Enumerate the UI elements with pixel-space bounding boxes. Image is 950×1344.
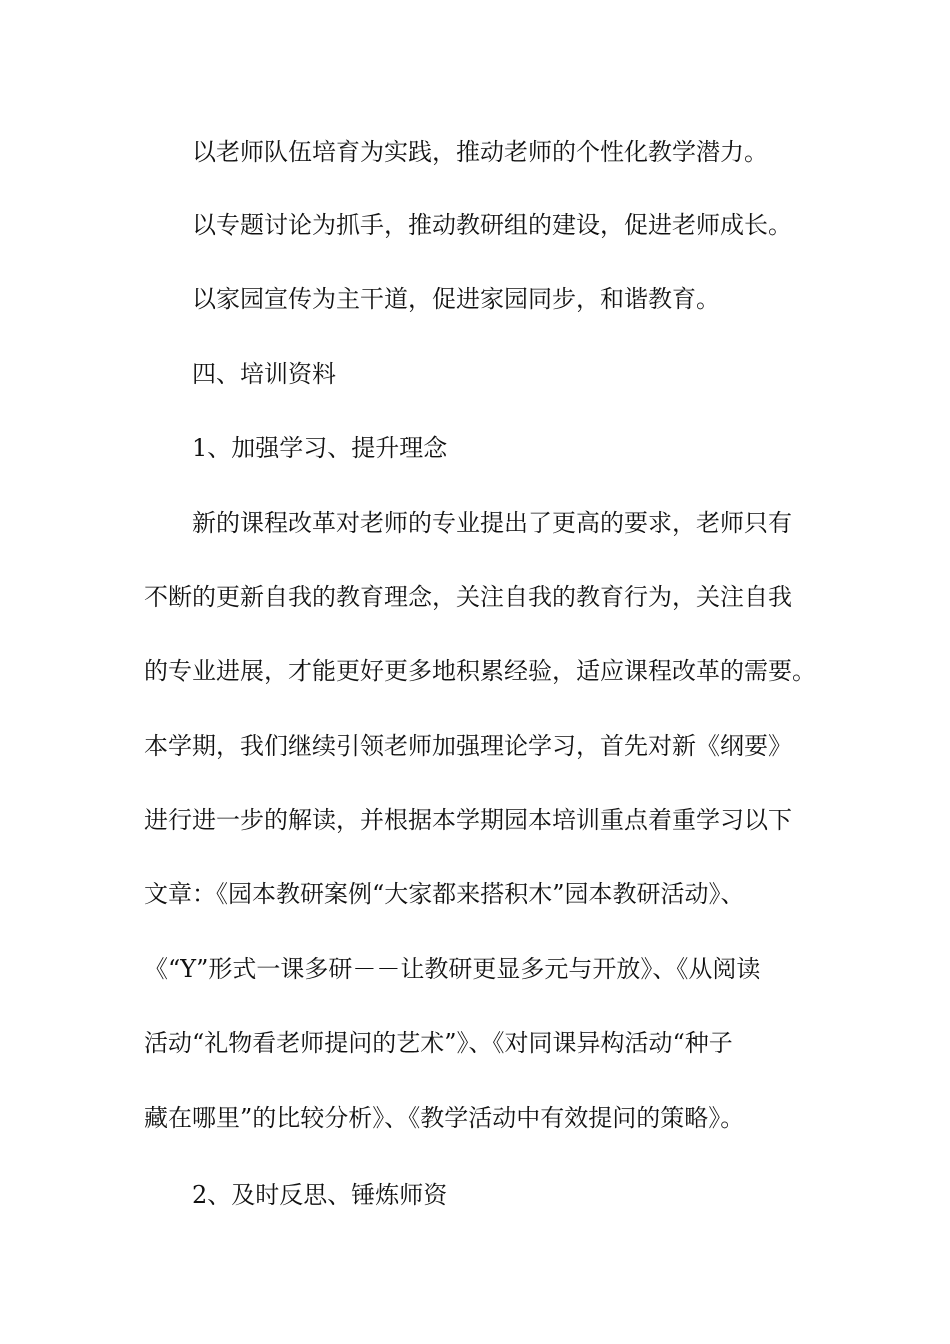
text-line-teacher-training: 以老师队伍培育为实践，推动老师的个性化教学潜力。 — [192, 138, 768, 166]
paragraph-line: 活动“礼物看老师提问的艺术”》、《对同课异构活动“种子 — [144, 1029, 733, 1057]
section-heading-training-materials: 四、培训资料 — [192, 360, 336, 388]
text-line-home-school: 以家园宣传为主干道，促进家园同步，和谐教育。 — [192, 285, 720, 313]
paragraph-line: 不断的更新自我的教育理念，关注自我的教育行为，关注自我 — [144, 583, 792, 611]
paragraph-line: 新的课程改革对老师的专业提出了更高的要求，老师只有 — [192, 509, 792, 537]
subheading-reflection: 2、及时反思、锤炼师资 — [192, 1181, 448, 1209]
paragraph-line: 的专业进展，才能更好更多地积累经验，适应课程改革的需要。 — [144, 657, 816, 685]
text-line-topic-discussion: 以专题讨论为抓手，推动教研组的建设，促进老师成长。 — [192, 211, 792, 239]
paragraph-line: 藏在哪里”的比较分析》、《教学活动中有效提问的策略》。 — [144, 1104, 745, 1132]
paragraph-line: 文章：《园本教研案例“大家都来搭积木”园本教研活动》、 — [144, 880, 745, 908]
subheading-strengthen-learning: 1、加强学习、提升理念 — [192, 434, 448, 462]
paragraph-line: 进行进一步的解读，并根据本学期园本培训重点着重学习以下 — [144, 806, 792, 834]
paragraph-line: 本学期，我们继续引领老师加强理论学习，首先对新《纲要》 — [144, 732, 792, 760]
paragraph-line: 《“Y”形式一课多研－－让教研更显多元与开放》、《从阅读 — [144, 955, 761, 983]
